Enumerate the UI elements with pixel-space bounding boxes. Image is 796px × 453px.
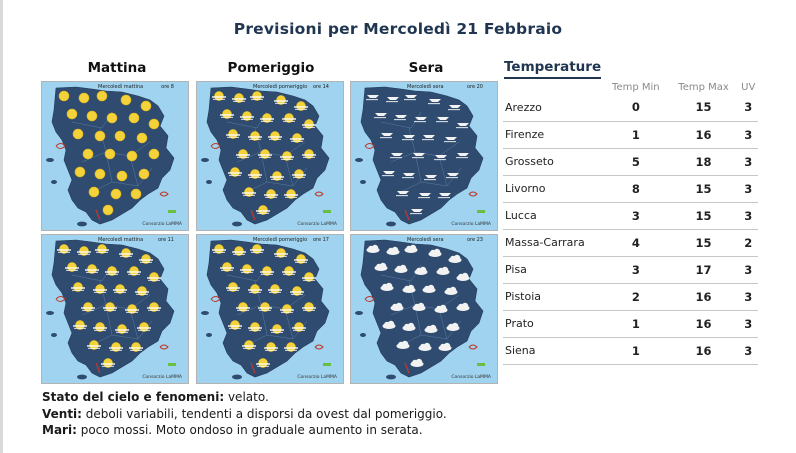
temperature-row <box>503 94 758 121</box>
sun-icon <box>121 95 131 105</box>
sun-icon <box>139 169 149 179</box>
temperature-row <box>503 337 758 364</box>
city: Massa-Carrara <box>503 229 603 256</box>
sun-icon <box>97 91 107 101</box>
sun-icon <box>95 169 105 179</box>
temperature-row <box>503 256 758 283</box>
sun-icon <box>95 131 105 141</box>
header-uv: UV <box>741 81 756 93</box>
sun-icon <box>141 101 151 111</box>
tuscany-map <box>197 82 344 231</box>
sky-label: Stato del cielo e fenomeni: <box>42 390 225 404</box>
weather-map[interactable] <box>41 234 189 384</box>
sky-text: velato. <box>227 390 269 404</box>
page-title: Previsioni per Mercoledì 21 Febbraio <box>233 20 563 38</box>
tuscany-map <box>42 82 189 231</box>
sun-icon <box>83 149 93 159</box>
temp-max-value: 16 <box>669 283 739 310</box>
temp-min-value: 1 <box>603 310 669 337</box>
uv-value: 2 <box>738 229 758 256</box>
tuscany-map <box>197 235 344 384</box>
map-caption: Mercoledì mattina <box>98 237 144 243</box>
sun-icon <box>137 133 147 143</box>
temperature-title: Temperature <box>504 59 601 79</box>
weather-map[interactable] <box>350 81 498 231</box>
weather-map[interactable] <box>196 81 344 231</box>
temp-min-value: 2 <box>603 283 669 310</box>
sun-icon <box>127 151 137 161</box>
map-credit: Consorzio LaMMA <box>142 222 182 227</box>
temp-min-value: 1 <box>603 337 669 364</box>
tuscany-map <box>351 82 498 231</box>
map-header <box>42 237 188 245</box>
column-heading-pomeriggio: Pomeriggio <box>227 60 315 76</box>
temp-max-value: 18 <box>669 148 739 175</box>
city: Prato <box>503 310 603 337</box>
sun-icon <box>87 111 97 121</box>
sea-text: poco mossi. Moto ondoso in graduale aumento in serata. <box>80 423 423 437</box>
map-caption: Mercoledì mattina <box>98 84 144 90</box>
left-border <box>0 0 3 453</box>
city: Pisa <box>503 256 603 283</box>
sun-icon <box>67 109 77 119</box>
sun-icon <box>59 91 69 101</box>
header-temp-max: Temp Max <box>678 81 729 93</box>
map-header <box>197 84 343 92</box>
temp-max-value: 17 <box>669 256 739 283</box>
sun-icon <box>149 149 159 159</box>
temp-min-value: 3 <box>603 202 669 229</box>
map-hour: ore 20 <box>466 84 483 90</box>
temperature-header-row <box>503 80 758 94</box>
temp-max-value: 16 <box>669 310 739 337</box>
map-caption: Mercoledì pomeriggio <box>253 84 308 90</box>
sun-icon <box>117 171 127 181</box>
temperature-row <box>503 229 758 256</box>
map-header <box>351 84 497 92</box>
map-header <box>42 84 188 92</box>
temperature-row <box>503 310 758 337</box>
temperature-table <box>503 80 758 365</box>
sun-icon <box>131 189 141 199</box>
sun-icon <box>79 93 89 103</box>
sun-icon <box>129 113 139 123</box>
city: Lucca <box>503 202 603 229</box>
tuscany-map <box>42 235 189 384</box>
temp-min-value: 3 <box>603 256 669 283</box>
sun-icon <box>149 119 159 129</box>
city: Grosseto <box>503 148 603 175</box>
header-city <box>503 80 603 94</box>
map-header <box>351 237 497 245</box>
temp-max-value: 15 <box>669 175 739 202</box>
temperature-row <box>503 283 758 310</box>
column-heading-sera: Sera <box>408 60 444 76</box>
sea-label: Mari: <box>42 423 77 437</box>
map-hour: ore 8 <box>161 84 174 90</box>
weather-map[interactable] <box>196 234 344 384</box>
temp-max-value: 15 <box>669 202 739 229</box>
temp-min-value: 0 <box>603 94 669 121</box>
temperature-row <box>503 175 758 202</box>
uv-value: 3 <box>738 94 758 121</box>
column-heading-mattina: Mattina <box>87 60 147 76</box>
sun-icon <box>107 113 117 123</box>
temperature-row <box>503 148 758 175</box>
weather-map[interactable] <box>41 81 189 231</box>
forecast-summary <box>42 389 447 439</box>
temperature-row <box>503 202 758 229</box>
temp-max-value: 16 <box>669 121 739 148</box>
uv-value: 3 <box>738 148 758 175</box>
sun-icon <box>111 189 121 199</box>
map-credit: Consorzio LaMMA <box>451 222 491 227</box>
map-hour: ore 23 <box>466 237 483 243</box>
uv-value: 3 <box>738 202 758 229</box>
header-temp-min: Temp Min <box>612 81 660 93</box>
city: Pistoia <box>503 283 603 310</box>
tuscany-map <box>351 235 498 384</box>
map-hour: ore 14 <box>312 84 329 90</box>
uv-value: 3 <box>738 175 758 202</box>
temp-max-value: 16 <box>669 337 739 364</box>
temp-max-value: 15 <box>669 229 739 256</box>
temp-min-value: 8 <box>603 175 669 202</box>
sea-line <box>42 422 447 439</box>
temp-min-value: 4 <box>603 229 669 256</box>
map-header <box>197 237 343 245</box>
city: Siena <box>503 337 603 364</box>
map-credit: Consorzio LaMMA <box>297 375 337 380</box>
uv-value: 3 <box>738 256 758 283</box>
temperature-row <box>503 121 758 148</box>
temp-min-value: 1 <box>603 121 669 148</box>
wind-label: Venti: <box>42 406 82 421</box>
temp-min-value: 5 <box>603 148 669 175</box>
temp-max-value: 15 <box>669 94 739 121</box>
sun-icon <box>75 167 85 177</box>
sun-icon <box>89 187 99 197</box>
city: Firenze <box>503 121 603 148</box>
wind-line <box>42 406 447 423</box>
weather-map[interactable] <box>350 234 498 384</box>
map-hour: ore 17 <box>312 237 329 243</box>
sun-icon <box>103 205 113 215</box>
map-hour: ore 11 <box>157 237 174 243</box>
map-caption: Mercoledì sera <box>407 237 444 243</box>
map-caption: Mercoledì pomeriggio <box>253 237 308 243</box>
city: Arezzo <box>503 94 603 121</box>
sun-icon <box>73 129 83 139</box>
map-credit: Consorzio LaMMA <box>297 222 337 227</box>
uv-value: 3 <box>738 121 758 148</box>
wind-text: deboli variabili, tendenti a disporsi da ovest dal pomeriggio. <box>85 406 447 421</box>
uv-value: 3 <box>738 310 758 337</box>
map-credit: Consorzio LaMMA <box>451 375 491 380</box>
uv-value: 3 <box>738 337 758 364</box>
sun-icon <box>105 149 115 159</box>
map-credit: Consorzio LaMMA <box>142 375 182 380</box>
city: Livorno <box>503 175 603 202</box>
sun-icon <box>115 131 125 141</box>
map-caption: Mercoledì sera <box>407 84 444 90</box>
sky-line <box>42 389 447 406</box>
temperature-rows <box>503 94 758 364</box>
uv-value: 3 <box>738 283 758 310</box>
